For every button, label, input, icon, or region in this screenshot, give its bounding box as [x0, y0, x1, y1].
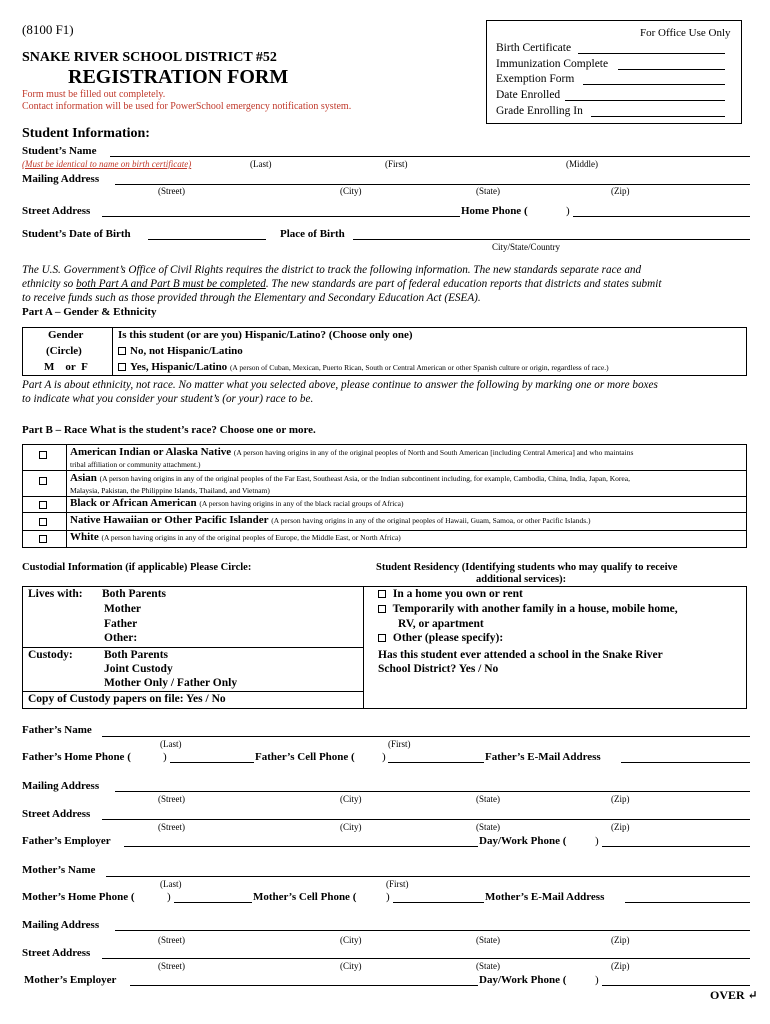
home-phone-close: ): [566, 205, 570, 217]
father-mailing-field[interactable]: [115, 791, 750, 792]
pob-field[interactable]: [353, 239, 750, 240]
paren-close: ): [595, 835, 599, 847]
lives-father[interactable]: Father: [104, 618, 138, 630]
mother-name-label: Mother’s Name: [22, 864, 96, 876]
caption-street: (Street): [158, 794, 185, 804]
lives-mother[interactable]: Mother: [104, 603, 142, 615]
father-work-phone-label: Day/Work Phone (: [479, 835, 567, 847]
paren-close: ): [382, 751, 386, 763]
custodial-heading: Custodial Information (if applicable) Please Circle:: [22, 562, 252, 573]
caption-city: (City): [340, 186, 362, 196]
mother-mailing-label: Mailing Address: [22, 919, 100, 931]
part-a-note-1: Part A is about ethnicity, not race. No matter what you selected above, please continue to answer the following by marking one or more boxes: [22, 379, 658, 391]
mother-work-phone-field[interactable]: [602, 985, 750, 986]
race-american-indian: American Indian or Alaska Native (A person having origins in any of the original peoples of North and South American [including Central America] and who maintains: [70, 446, 634, 458]
gender-label: Gender: [48, 329, 84, 341]
lives-both-parents[interactable]: Both Parents: [102, 588, 166, 600]
checkbox-icon[interactable]: [378, 590, 386, 598]
checkbox-icon[interactable]: [378, 605, 386, 613]
grade-field[interactable]: [591, 116, 725, 117]
father-employer-label: Father’s Employer: [22, 835, 111, 847]
race-checkbox-american-indian[interactable]: [39, 451, 47, 459]
mother-street-field[interactable]: [102, 958, 750, 959]
residency-temporary-cont: RV, or apartment: [398, 618, 484, 630]
residency-own-rent[interactable]: In a home you own or rent: [378, 588, 523, 600]
mother-work-phone-label: Day/Work Phone (: [479, 974, 567, 986]
hispanic-yes-option[interactable]: Yes, Hispanic/Latino (A person of Cuban, Mexican, Puerto Rican, South or Central American or other Spanish culture or origin, regardless of race.): [118, 361, 609, 373]
attended-question-2[interactable]: School District? Yes / No: [378, 663, 499, 675]
race-american-indian-note: tribal affiliation or community attachment.): [70, 460, 201, 469]
ocr-line-2: ethnicity so both Part A and Part B must be completed. The new standards are part of federal education reports that districts and states submit: [22, 278, 662, 290]
lives-other[interactable]: Other:: [104, 632, 138, 644]
caption-middle: (Middle): [566, 159, 598, 169]
caption-street: (Street): [158, 186, 185, 196]
father-name-label: Father’s Name: [22, 724, 92, 736]
part-a-divider: [112, 327, 113, 376]
hispanic-question: Is this student (or are you) Hispanic/Latino? (Choose only one): [118, 329, 413, 341]
race-hawaiian: Native Hawaiian or Other Pacific Islander (A person having origins in any of the original peoples of Hawaii, Guam, Samoa, or other Pacific Islands.): [70, 514, 591, 526]
race-checkbox-asian[interactable]: [39, 477, 47, 485]
note-complete: Form must be filled out completely.: [22, 89, 166, 100]
caption-city-state-country: City/State/Country: [492, 242, 561, 252]
caption-state: (State): [476, 794, 500, 804]
street-address-label: Street Address: [22, 205, 91, 217]
page-title: REGISTRATION FORM: [68, 66, 289, 88]
caption-city: (City): [340, 935, 362, 945]
caption-zip: (Zip): [611, 935, 630, 945]
father-street-field[interactable]: [102, 819, 750, 820]
student-info-heading: Student Information:: [22, 126, 150, 141]
ocr-line-1: The U.S. Government’s Office of Civil Rights requires the district to track the following information. The new standards separate race and: [22, 264, 642, 276]
caption-last: (Last): [160, 879, 182, 889]
student-name-field[interactable]: [110, 156, 750, 157]
caption-zip: (Zip): [611, 186, 630, 196]
mother-cell-phone-label: Mother’s Cell Phone (: [253, 891, 357, 903]
father-email-label: Father’s E-Mail Address: [485, 751, 601, 763]
office-birth-cert: Birth Certificate: [496, 42, 572, 54]
race-white: White (A person having origins in any of the original peoples of Europe, the Middle East, or North Africa): [70, 531, 401, 543]
caption-zip: (Zip): [611, 794, 630, 804]
mailing-field[interactable]: [115, 184, 750, 185]
residency-heading-2: additional services):: [476, 574, 567, 585]
residency-temporary[interactable]: Temporarily with another family in a house, mobile home,: [378, 603, 678, 615]
caption-street: (Street): [158, 935, 185, 945]
caption-state: (State): [476, 822, 500, 832]
caption-city: (City): [340, 822, 362, 832]
caption-street: (Street): [158, 822, 185, 832]
home-phone-field[interactable]: [573, 216, 750, 217]
father-home-phone-label: Father’s Home Phone (: [22, 751, 131, 763]
mother-mailing-field[interactable]: [115, 930, 750, 931]
father-cell-phone-field[interactable]: [388, 762, 484, 763]
name-note: (Must be identical to name on birth certificate): [22, 159, 192, 169]
checkbox-icon[interactable]: [118, 363, 126, 371]
circle-label: (Circle): [46, 345, 82, 357]
custody-mother-father-only[interactable]: Mother Only / Father Only: [104, 677, 238, 689]
office-use-heading: For Office Use Only: [640, 27, 731, 39]
caption-zip: (Zip): [611, 822, 630, 832]
immunization-field[interactable]: [618, 69, 725, 70]
over-indicator: OVER ↵: [710, 988, 758, 1002]
caption-street: (Street): [158, 961, 185, 971]
father-mailing-label: Mailing Address: [22, 780, 100, 792]
mailing-label: Mailing Address: [22, 173, 100, 185]
office-date-enrolled: Date Enrolled: [496, 89, 561, 101]
form-code: (8100 F1): [22, 22, 74, 37]
office-immunization: Immunization Complete: [496, 58, 609, 70]
mother-cell-phone-field[interactable]: [393, 902, 484, 903]
father-name-field[interactable]: [102, 736, 750, 737]
mother-home-phone-label: Mother’s Home Phone (: [22, 891, 135, 903]
birth-cert-field[interactable]: [578, 53, 725, 54]
mother-email-field[interactable]: [625, 902, 750, 903]
race-asian-note: Malaysia, Pakistan, the Philippine Islands, Thailand, and Vietnam): [70, 486, 270, 495]
dob-field[interactable]: [148, 239, 266, 240]
dob-label: Student’s Date of Birth: [22, 228, 131, 240]
ocr-line-3: to receive funds such as those provided through the Elementary and Secondary Education Act (ESEA).: [22, 292, 481, 304]
race-checkbox-white[interactable]: [39, 535, 47, 543]
caption-city: (City): [340, 961, 362, 971]
caption-state: (State): [476, 186, 500, 196]
race-asian: Asian (A person having origins in any of the original peoples of the Far East, Southeast Asia, or the Indian subcontinent including, for example, Cambodia, China, India, Japan, Korea,: [70, 472, 630, 484]
lives-with-label: Lives with:: [28, 588, 83, 600]
race-row-sep: [22, 512, 747, 513]
office-grade: Grade Enrolling In: [496, 105, 583, 117]
paren-close: ): [167, 891, 171, 903]
custodial-divider: [363, 586, 364, 709]
father-email-field[interactable]: [621, 762, 750, 763]
custodial-sep: [22, 691, 363, 692]
caption-first: (First): [388, 739, 411, 749]
date-enrolled-field[interactable]: [565, 100, 725, 101]
paren-close: ): [595, 974, 599, 986]
caption-city: (City): [340, 794, 362, 804]
father-street-label: Street Address: [22, 808, 91, 820]
custody-papers[interactable]: Copy of Custody papers on file: Yes / No: [28, 693, 226, 705]
caption-last: (Last): [250, 159, 272, 169]
exemption-field[interactable]: [583, 84, 725, 85]
checkbox-icon[interactable]: [378, 634, 386, 642]
father-home-phone-field[interactable]: [170, 762, 254, 763]
home-phone-label: Home Phone (: [461, 205, 528, 217]
street-address-field[interactable]: [102, 216, 460, 217]
office-exemption: Exemption Form: [496, 73, 575, 85]
paren-close: ): [386, 891, 390, 903]
district-name: SNAKE RIVER SCHOOL DISTRICT #52: [22, 50, 277, 65]
caption-zip: (Zip): [611, 961, 630, 971]
father-work-phone-field[interactable]: [602, 846, 750, 847]
checkbox-icon[interactable]: [118, 347, 126, 355]
part-a-note-2: to indicate what you consider your student’s (or your) race to be.: [22, 393, 314, 405]
residency-heading-1: Student Residency (Identifying students who may qualify to receive: [376, 562, 678, 573]
race-row-sep: [22, 470, 747, 471]
race-checkbox-hawaiian[interactable]: [39, 518, 47, 526]
hispanic-no-option[interactable]: No, not Hispanic/Latino: [118, 345, 243, 357]
paren-close: ): [163, 751, 167, 763]
mother-employer-label: Mother’s Employer: [24, 974, 117, 986]
mother-home-phone-field[interactable]: [174, 902, 252, 903]
race-checkbox-black[interactable]: [39, 501, 47, 509]
residency-other[interactable]: Other (please specify):: [378, 632, 503, 644]
gender-options[interactable]: M or F: [44, 361, 88, 373]
caption-first: (First): [385, 159, 408, 169]
student-name-label: Student’s Name: [22, 145, 97, 157]
father-employer-field[interactable]: [124, 846, 478, 847]
custody-joint[interactable]: Joint Custody: [104, 663, 173, 675]
race-black: Black or African American (A person having origins in any of the black racial groups of Africa): [70, 497, 404, 509]
father-cell-phone-label: Father’s Cell Phone (: [255, 751, 355, 763]
custody-both-parents[interactable]: Both Parents: [104, 649, 168, 661]
note-contact: Contact information will be used for PowerSchool emergency notification system.: [22, 101, 352, 112]
caption-state: (State): [476, 961, 500, 971]
caption-last: (Last): [160, 739, 182, 749]
part-a-heading: Part A – Gender & Ethnicity: [22, 306, 157, 318]
pob-label: Place of Birth: [280, 228, 345, 240]
mother-name-field[interactable]: [106, 876, 750, 877]
mother-employer-field[interactable]: [130, 985, 478, 986]
attended-question-1: Has this student ever attended a school in the Snake River: [378, 649, 663, 661]
custodial-sep: [22, 647, 363, 648]
caption-first: (First): [386, 879, 409, 889]
mother-street-label: Street Address: [22, 947, 91, 959]
part-b-heading: Part B – Race What is the student’s race? Choose one or more.: [22, 424, 316, 436]
custody-label: Custody:: [28, 649, 73, 661]
caption-state: (State): [476, 935, 500, 945]
mother-email-label: Mother’s E-Mail Address: [485, 891, 605, 903]
